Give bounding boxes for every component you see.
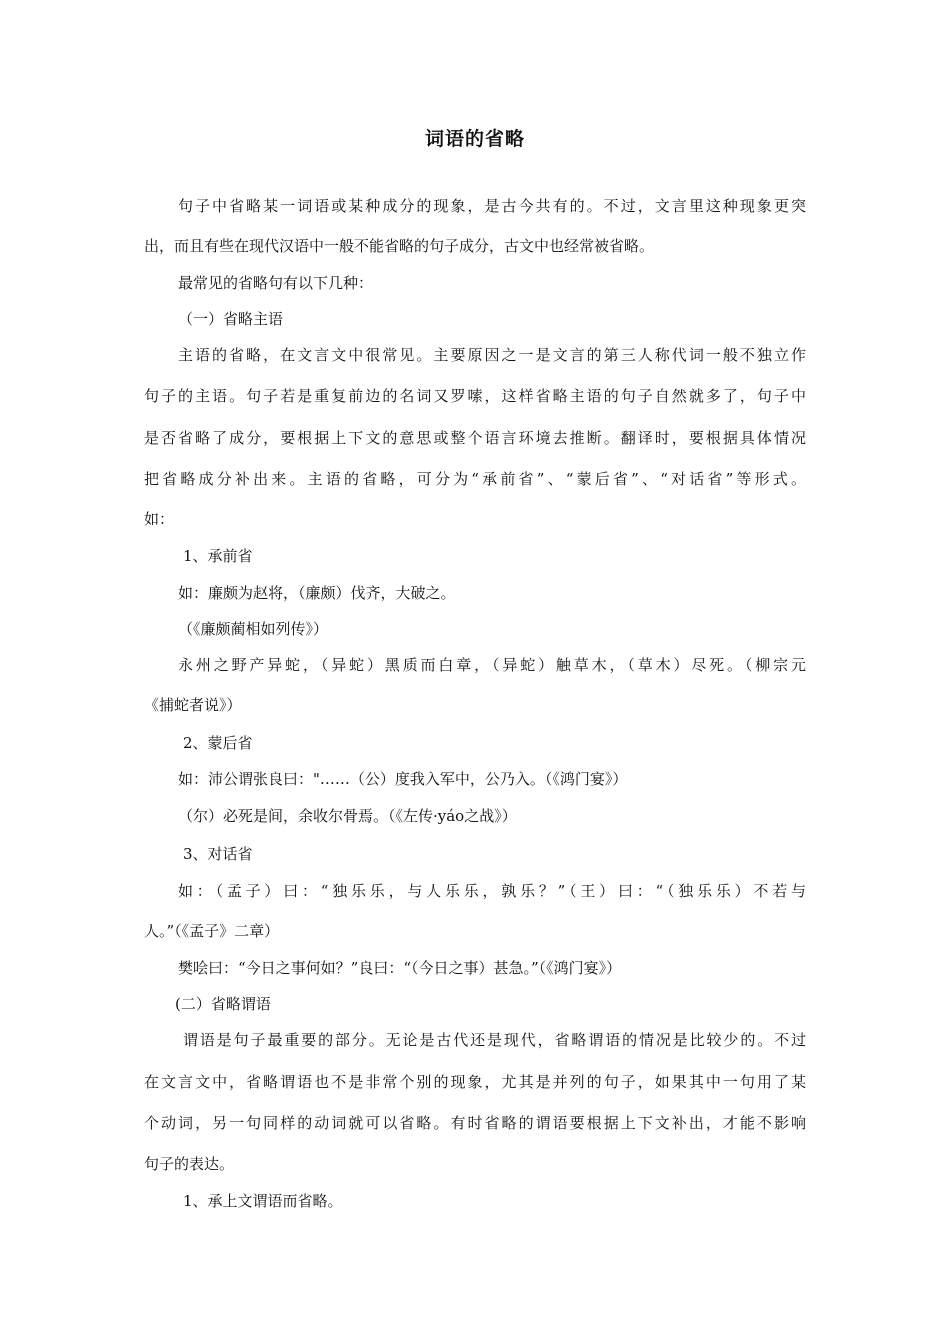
paragraph-line: 句子的表达。 xyxy=(144,1155,235,1173)
paragraph-line: 出，而且有些在现代汉语中一般不能省略的句子成分，古文中也经常被省略。 xyxy=(144,237,655,255)
paragraph-line: 句子中省略某一词语或某种成分的现象，是古今共有的。不过，文言里这种现象更突 xyxy=(178,197,806,215)
page-title: 词语的省略 xyxy=(424,128,525,150)
example-line: 樊哙曰：“今日之事何如？”良曰：“（今日之事）甚急。”（《鸿门宴》） xyxy=(178,959,622,977)
paragraph-line: 在文言文中，省略谓语也不是非常个别的现象，尤其是并列的句子，如果其中一句用了某 xyxy=(144,1073,806,1091)
section-heading: (二）省略谓语 xyxy=(175,995,271,1013)
example-line: 如：廉颇为赵将，（廉颇）伐齐，大破之。 xyxy=(178,584,456,602)
paragraph-line: 谓语是句子最重要的部分。无论是古代还是现代，省略谓语的情况是比较少的。不过 xyxy=(183,1031,806,1049)
subsection-heading: 3、对话省 xyxy=(183,845,253,863)
paragraph-line: 如： xyxy=(144,510,175,528)
paragraph-line: 是否省略了成分，要根据上下文的意思或整个语言环境去推断。翻译时，要根据具体情况 xyxy=(144,429,806,447)
citation-line: （《廉颇蔺相如列传》） xyxy=(178,620,329,638)
paragraph-line: 最常见的省略句有以下几种： xyxy=(178,274,374,292)
example-line: 如：（孟子）曰：“独乐乐，与人乐乐，孰乐？”（王）曰：“（独乐乐）不若与 xyxy=(178,882,806,900)
citation-line: 《捕蛇者说》） xyxy=(144,696,242,714)
section-heading: （一）省略主语 xyxy=(178,310,284,328)
paragraph-line: 把省略成分补出来。主语的省略，可分为“承前省”、“蒙后省”、“对话省”等形式。 xyxy=(144,470,806,488)
subsection-heading: 1、承上文谓语而省略。 xyxy=(183,1192,343,1210)
example-line: 永州之野产异蛇，（异蛇）黑质而白章，（异蛇）触草木，（草木）尽死。（柳宗元 xyxy=(178,656,806,674)
paragraph-line: 个动词，另一句同样的动词就可以省略。有时省略的谓语要根据上下文补出，才能不影响 xyxy=(144,1114,806,1132)
paragraph-line: 句子的主语。句子若是重复前边的名词又罗嗦，这样省略主语的句子自然就多了，句子中 xyxy=(144,387,806,405)
subsection-heading: 1、承前省 xyxy=(183,547,253,565)
example-line: 如：沛公谓张良曰："……（公）度我入军中，公乃入。（《鸿门宴》） xyxy=(178,770,628,788)
citation-line: 人。”（《孟子》二章） xyxy=(144,922,280,940)
subsection-heading: 2、蒙后省 xyxy=(183,734,253,752)
paragraph-line: 主语的省略，在文言文中很常见。主要原因之一是文言的第三人称代词一般不独立作 xyxy=(178,346,806,364)
example-line: （尔）必死是间，余收尔骨焉。（《左传·yáo之战》） xyxy=(178,807,517,825)
